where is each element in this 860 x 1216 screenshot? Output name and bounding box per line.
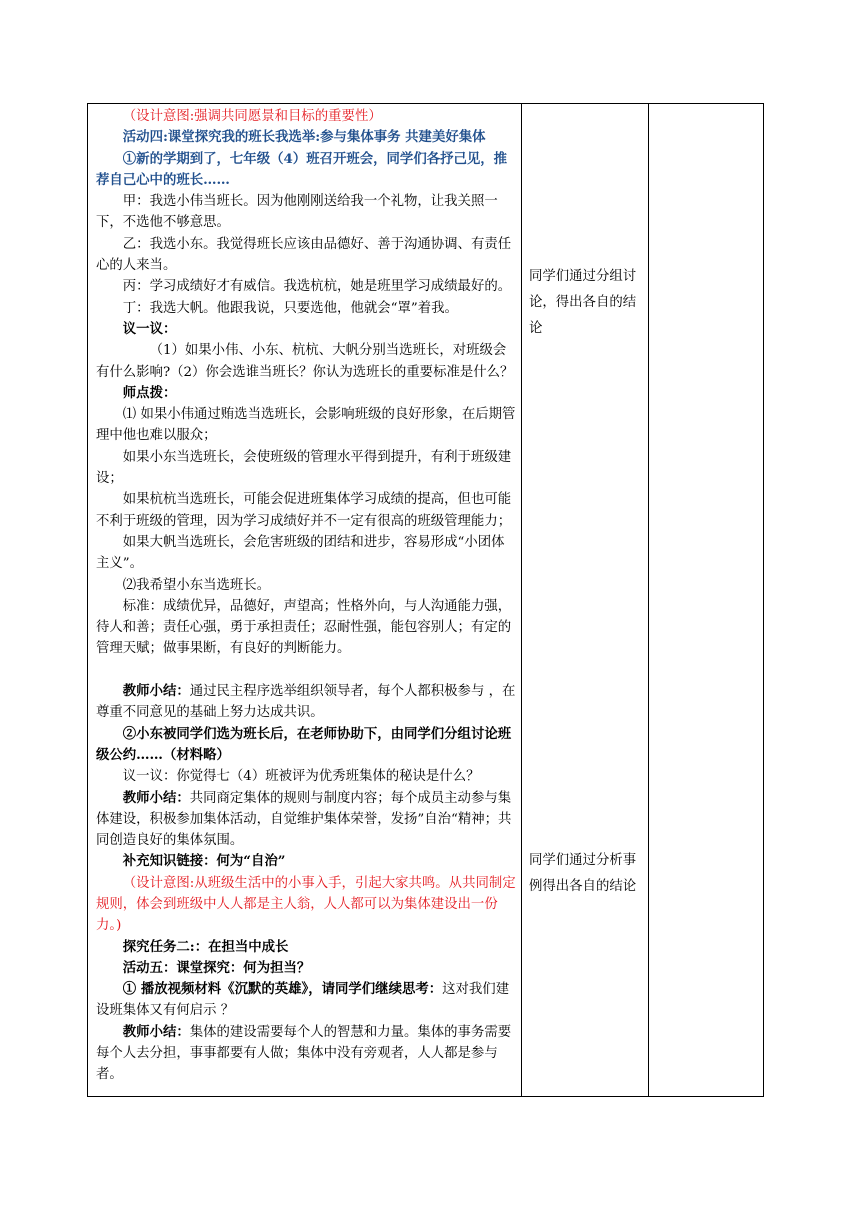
content-paragraph [96,788,517,852]
remarks-cell [649,104,763,1096]
content-paragraph: （设计意图:从班级生活中的小事入手，引起大家共鸣。从共同制定规则，体会到班级中人人都是主人翁，人人都可以为集体建设出一份力。) [96,875,516,934]
content-paragraph: 如果大帆当选班长，会危害班级的团结和进步，容易形成“小团体主义”。 [96,534,505,572]
text-run: 集体的建设需要每个人的智慧和力量。集体的事务需要每个人去分担，事事都要有人做；集体中没有旁观者，人人都是参与者。 [96,1024,512,1083]
text-run: 这对我们建设班集体又有何启示 ？ [96,982,510,1019]
text-run: 教师小结： [122,683,190,700]
teaching-content [88,104,521,1086]
lesson-plan-table [87,103,764,1097]
content-paragraph [96,1022,517,1086]
content-paragraph: 补充知识链接：何为“自治” [122,853,286,870]
text-run: 共同商定集体的规则与制度内容；每个成员主动参与集体建设，积极参加集体活动，自觉维护集体荣誉，发扬”自治“精神；共同创造良好的集体氛围。 [96,790,512,849]
content-paragraph [96,127,517,148]
content-paragraph: 如果杭杭当选班长，可能会促进班集体学习成绩的提高，但也可能不利于班级的管理，因为学习成绩好并不一定有很高的班级管理能力； [96,492,512,529]
content-paragraph: ⑴ 如果小伟通过贿选当选班长，会影响班级的良好形象，在后期管理中他也难以服众； [96,407,516,444]
content-paragraph: 丙：学习成绩好才有威信。我选杭杭，她是班里学习成绩最好的。 [122,279,512,295]
content-paragraph: 探究任务二:：在担当中成长 [122,938,289,955]
teaching-content-cell [88,104,521,1096]
student-activity-cell [522,104,648,1096]
content-paragraph: ②小东被同学们选为班长后，在老师协助下，由同学们分组讨论班级公约……（材料略） [96,725,512,763]
content-paragraph: 师点拨： [122,384,177,401]
content-paragraph: ⑵我希望小东当选班长。 [122,577,271,593]
content-paragraph: 标准：成绩优异，品德好，声望高；性格外向，与人沟通能力强，待人和善；责任心强，勇于承担责任；忍耐性强，能包容别人；有定的管理天赋；做事果断，有良好的判断能力。 [96,598,512,657]
content-paragraph [96,681,517,724]
content-paragraph: 活动五：课堂探究：何为担当？ [122,959,311,976]
content-paragraph: 议一议： [122,320,177,337]
content-paragraph: 如果小东当选班长，会使班级的管理水平得到提升，有利于班级建设； [96,449,512,487]
content-paragraph: （设计意图:强调共同愿景和目标的重要性） [122,109,382,124]
content-paragraph: 乙：我选小东。我觉得班长应该由品德好、善于沟通协调、有责任心的人来当。 [96,236,512,274]
student-activity-note-2: 同学们通过分析事例得出各自的结论 [529,853,637,894]
text-run: 教师小结： [122,1023,190,1040]
content-paragraph [96,979,517,1022]
text-run: ① 播放视频材料《沉默的英雄》，请同学们继续思考： [122,981,443,998]
content-paragraph: ①新的学期到了，七年级（4）班召开班会，同学们各抒己见，推荐自己心中的班长…… [96,150,508,188]
student-activity-note-1: 同学们通过分组讨论，得出各自的结论 [529,269,637,336]
content-paragraph: 丁：我选大帆。他跟我说，只要选他，他就会“罩”着我。 [122,300,458,316]
text-run: 活动四:课堂探 [122,129,209,146]
text-run: 究我的班长我选举:参与集体事务 共建美好集体 [208,129,486,146]
content-paragraph: 议一议：你觉得七（4）班被评为优秀班集体的秘诀是什么？ [122,769,480,785]
content-paragraph: （1）如果小伟、小东、杭杭、大帆分别当选班长，对班级会有什么影响?（2）你会选谁当班长？你认为选班长的重要标准是什么？ [96,343,514,380]
content-paragraph: 甲：我选小伟当班长。因为他刚刚送给我一个礼物，让我关照一下，不选他不够意思。 [96,194,498,231]
text-run: 教师小结： [122,789,190,806]
content-paragraph [96,660,517,681]
text-run: 通过民主程序选举组织领导者，每个人都积极参与 ，在尊重不同意见的基础上努力达成共识。 [96,684,516,721]
